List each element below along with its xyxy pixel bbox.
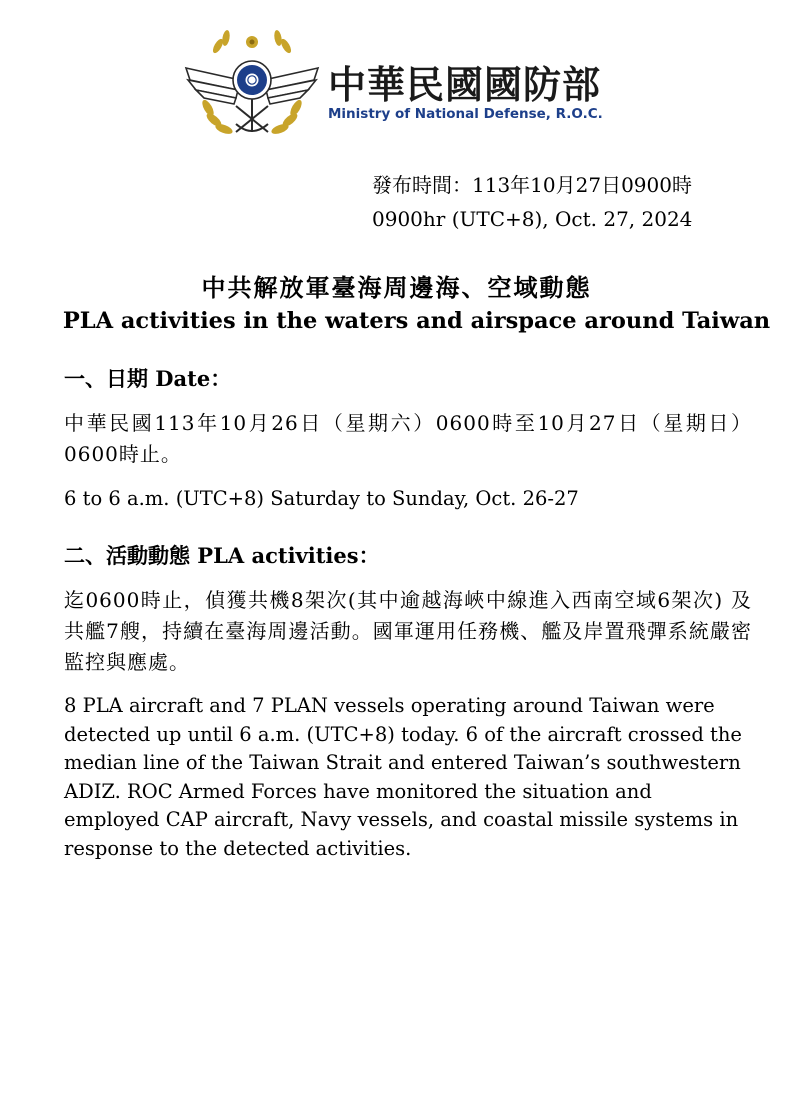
section-activities-heading: 二、活動動態 PLA activities： xyxy=(64,543,380,568)
release-time-en: 0900hr (UTC+8), Oct. 27, 2024 xyxy=(372,207,693,231)
section-date-heading: 一、日期 Date： xyxy=(64,366,232,391)
document-body xyxy=(64,362,752,863)
title-zh: 中共解放軍臺海周邊海、空域動態 xyxy=(201,273,592,302)
section-activities-text-en: 8 PLA aircraft and 7 PLAN vessels operating around Taiwan were detected up until 6 a.m. (UTC+8) today. 6 of the aircraft crossed the median line of the Taiwan Strait and entered Taiwan’s southwestern ADIZ. ROC Armed Forces have monitored the situation and employed CAP aircraft, Navy vessels, and coastal missile systems in response to the detected activities. xyxy=(64,694,742,860)
header xyxy=(178,28,628,143)
release-time-zh: 發布時間：113年10月27日0900時 xyxy=(372,173,692,197)
org-name-en: Ministry of National Defense, R.O.C. xyxy=(328,106,603,122)
org-name-zh: 中華民國國防部 xyxy=(328,63,602,107)
mnd-emblem-icon xyxy=(178,28,326,140)
release-time xyxy=(372,168,692,236)
section-date-text-en: 6 to 6 a.m. (UTC+8) Saturday to Sunday, Oct. 26-27 xyxy=(64,487,579,510)
section-date-text-zh: 中華民國113年10月26日（星期六）0600時至10月27日（星期日）0600時止。 xyxy=(64,411,752,466)
title-en: PLA activities in the waters and airspace around Taiwan xyxy=(62,308,771,334)
section-activities-text-zh: 迄0600時止，偵獲共機8架次(其中逾越海峽中線進入西南空域6架次) 及共艦7艘，持續在臺海周邊活動。國軍運用任務機、艦及岸置飛彈系統嚴密監控與應處。 xyxy=(64,588,752,674)
document-title xyxy=(0,270,793,336)
